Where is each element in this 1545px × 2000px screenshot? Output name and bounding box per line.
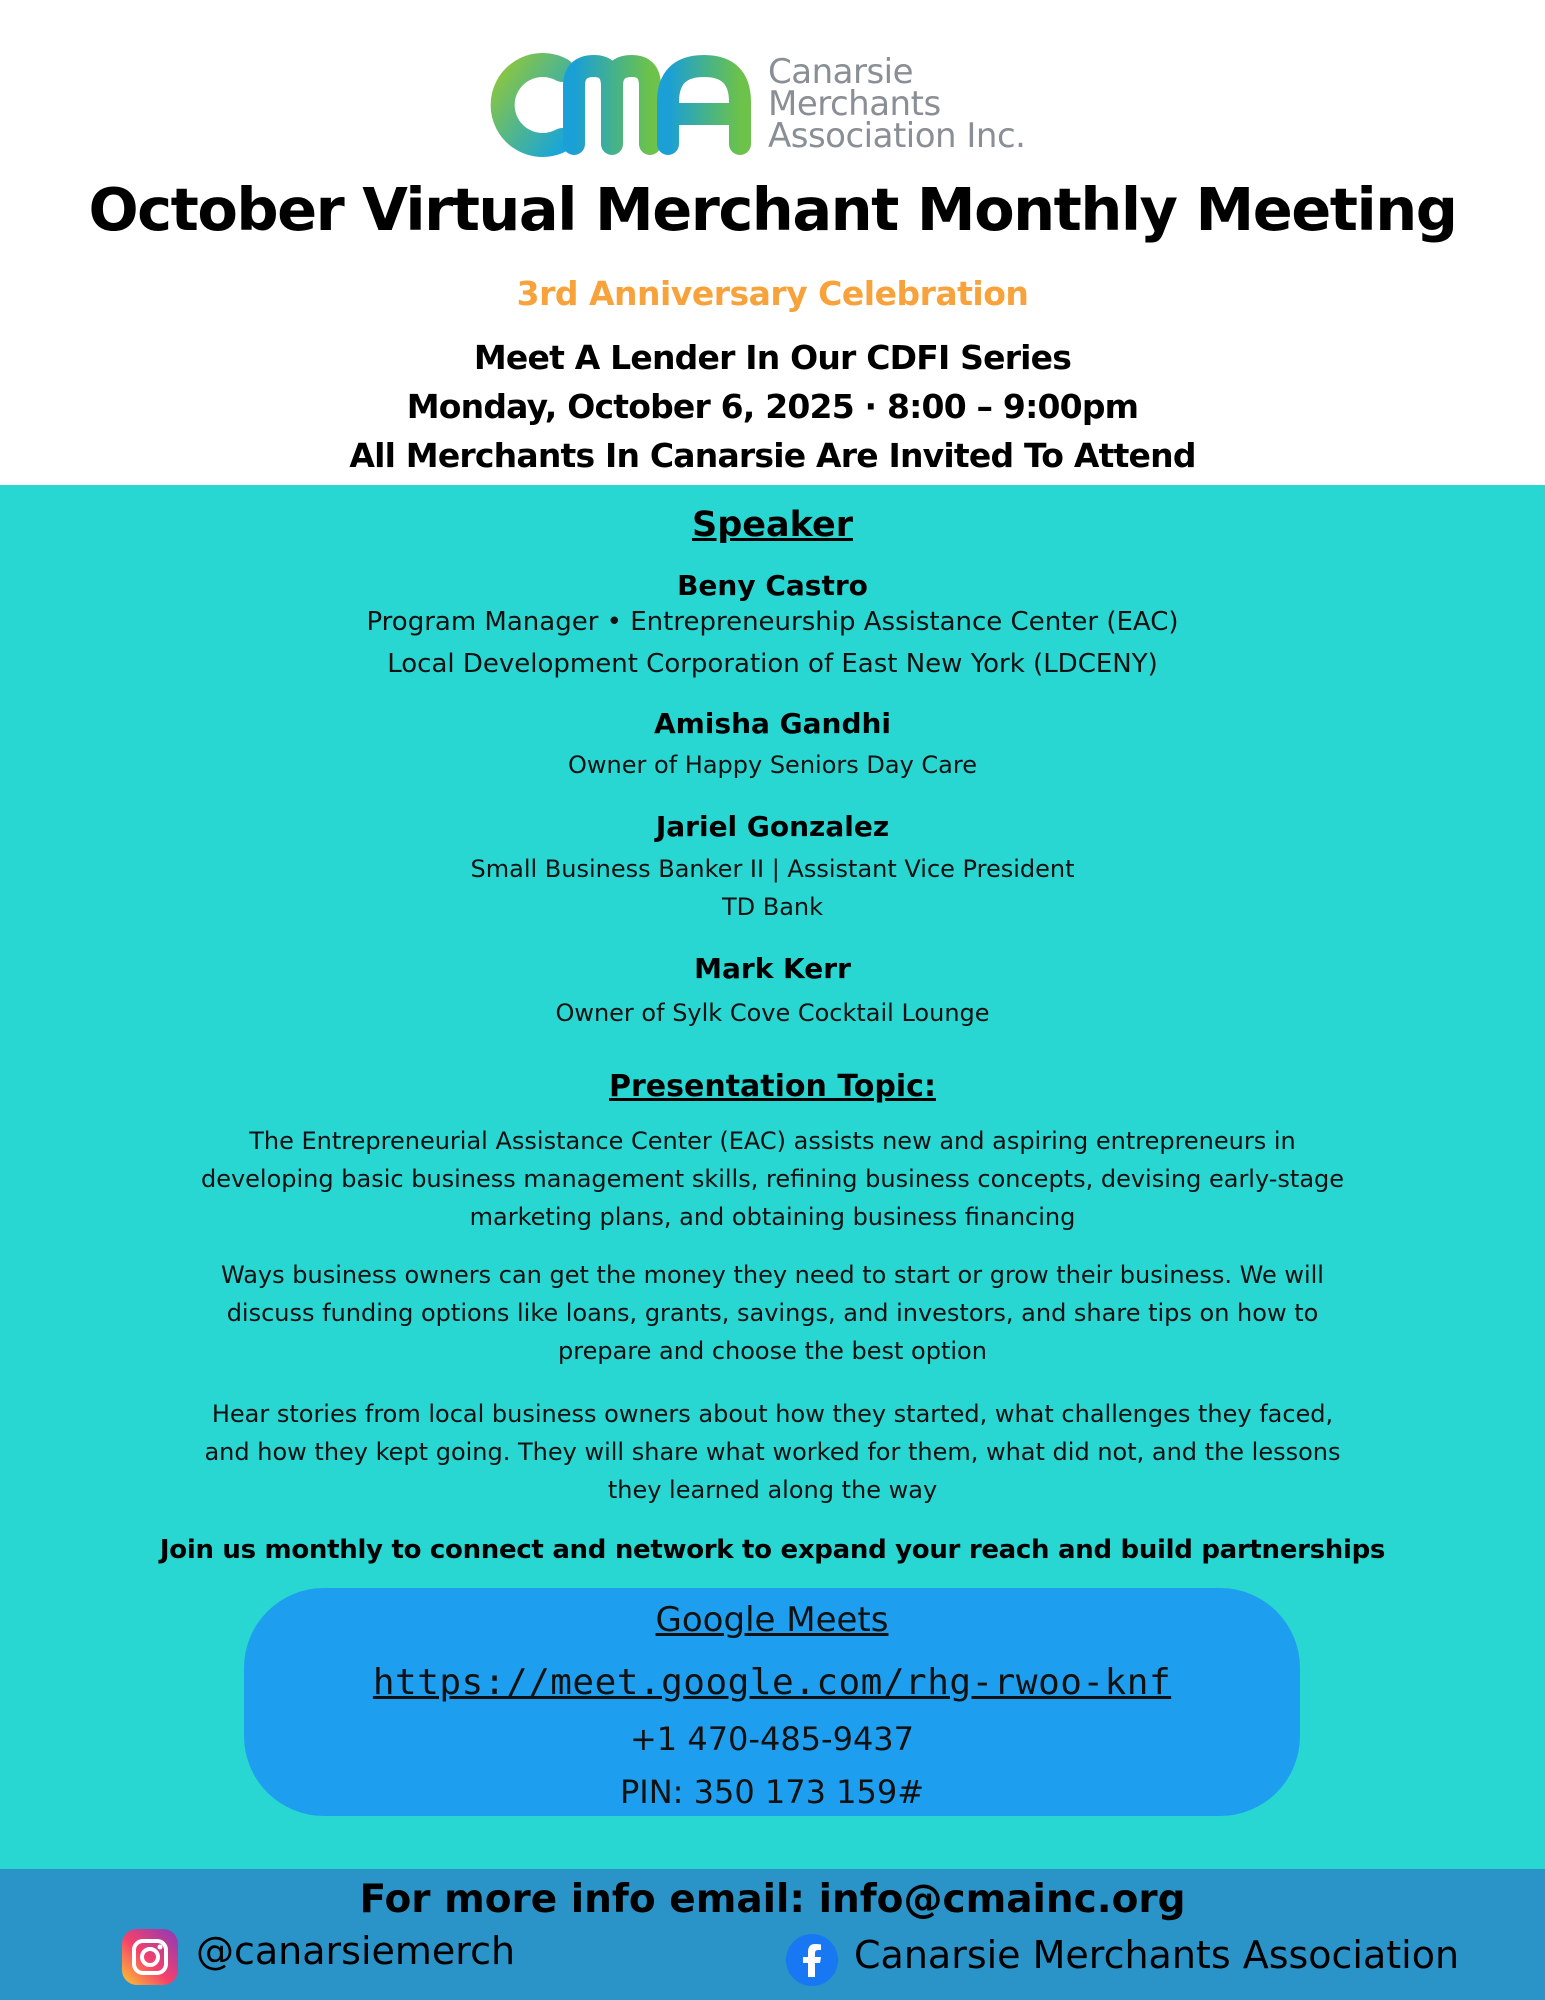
- meeting-pin: PIN: 350 173 159#: [619, 1773, 924, 1811]
- meeting-title-link[interactable]: Google Meets: [655, 1600, 889, 1640]
- instagram-handle[interactable]: @canarsiemerch: [196, 1929, 516, 1973]
- speaker-name: Mark Kerr: [694, 952, 851, 985]
- join-tagline: Join us monthly to connect and network to expand your reach and build partnerships: [159, 1535, 1386, 1565]
- logo-line-3: Association Inc.: [768, 116, 1026, 156]
- speaker-role: Program Manager • Entrepreneurship Assistance Center (EAC): [366, 607, 1179, 637]
- series-line: Meet A Lender In Our CDFI Series: [473, 338, 1072, 377]
- topic-paragraph-1: The Entrepreneurial Assistance Center (EAC) assists new and aspiring entrepreneurs in developing basic business management skills, refining business concepts, devising early-stage marketing plans, and obtaining business financing: [200, 1127, 1345, 1231]
- speaker-name: Beny Castro: [677, 569, 868, 602]
- datetime-line: Monday, October 6, 2025 · 8:00 – 9:00pm: [406, 387, 1139, 426]
- speaker-org: TD Bank: [721, 893, 824, 921]
- speaker-heading: Speaker: [692, 505, 853, 545]
- contact-email[interactable]: For more info email: info@cmainc.org: [359, 1877, 1186, 1922]
- logo-line-1: Canarsie: [768, 52, 914, 92]
- speaker-role: Owner of Sylk Cove Cocktail Lounge: [555, 999, 990, 1027]
- anniversary-subtitle: 3rd Anniversary Celebration: [516, 274, 1029, 313]
- topic-heading: Presentation Topic:: [609, 1069, 936, 1104]
- header: [0, 0, 1545, 485]
- meeting-info-box: [244, 1588, 1300, 1816]
- speaker-name: Amisha Gandhi: [653, 707, 892, 740]
- facebook-icon[interactable]: [785, 1933, 839, 1987]
- speaker-role: Owner of Happy Seniors Day Care: [568, 751, 977, 779]
- cma-logo-mark-icon: [490, 52, 760, 157]
- logo-text: [768, 52, 1026, 156]
- speaker-role: Small Business Banker II | Assistant Vice President: [470, 855, 1075, 883]
- logo-line-2: Merchants: [768, 84, 941, 124]
- topic-paragraph-2: Ways business owners can get the money they need to start or grow their business. We will discuss funding options like loans, grants, savings, and investors, and share tips on how to prepare and choose the best option: [221, 1261, 1324, 1365]
- meeting-url-link[interactable]: https://meet.google.com/rhg-rwoo-knf: [372, 1662, 1172, 1703]
- main-content: [0, 485, 1545, 1869]
- meeting-phone: +1 470-485-9437: [629, 1720, 915, 1758]
- footer: [0, 1869, 1545, 2000]
- instagram-icon[interactable]: [120, 1927, 180, 1987]
- topic-paragraph-3: Hear stories from local business owners about how they started, what challenges they faced, and how they kept going. They will share what worked for them, what did not, and the lessons they learned along the way: [204, 1400, 1341, 1504]
- speaker-name: Jariel Gonzalez: [655, 810, 890, 843]
- cma-logo: [490, 52, 1060, 157]
- invite-line: All Merchants In Canarsie Are Invited To Attend: [349, 436, 1196, 475]
- speaker-org: Local Development Corporation of East New York (LDCENY): [387, 649, 1158, 679]
- facebook-page-name[interactable]: Canarsie Merchants Association: [854, 1933, 1460, 1977]
- page-title: October Virtual Merchant Monthly Meeting: [88, 175, 1457, 244]
